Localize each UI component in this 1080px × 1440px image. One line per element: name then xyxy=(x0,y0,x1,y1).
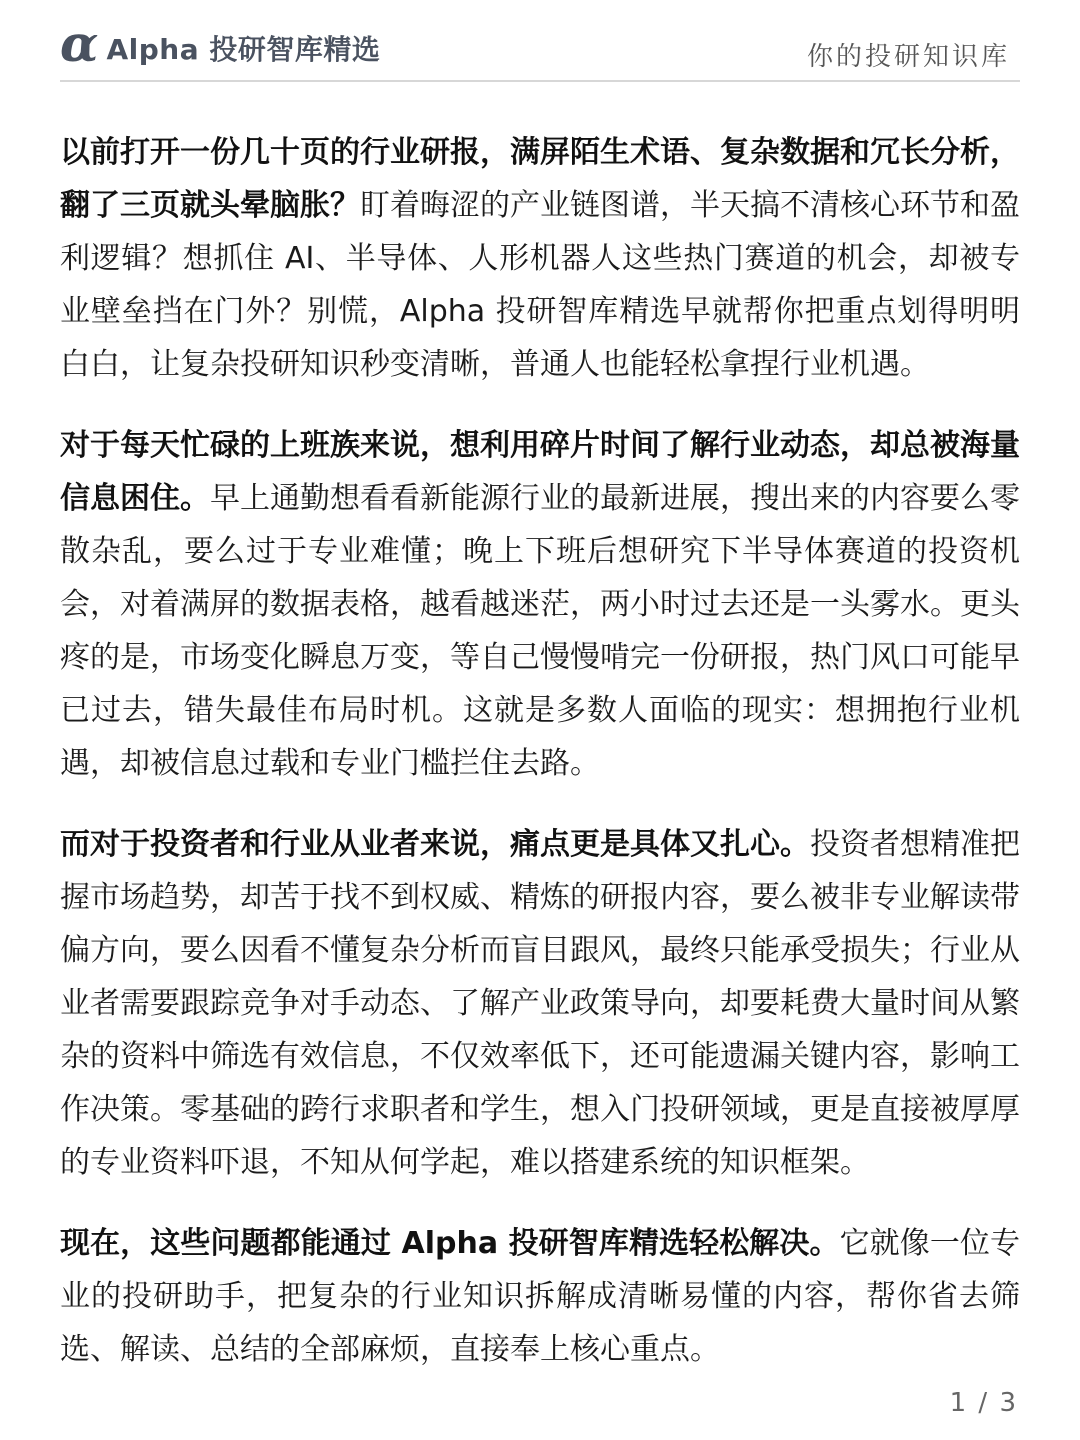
paragraph-2 xyxy=(60,419,1020,790)
paragraph-4 xyxy=(60,1217,1020,1376)
alpha-logo-icon: α xyxy=(60,14,99,73)
brand xyxy=(60,14,381,78)
paragraph-1-lead: 以前打开一份几十页的行业研报，满屏陌生术语、复杂数据和冗长分析，翻了三页就头晕脑胀？ xyxy=(60,135,1020,223)
paragraph-3-text: 投资者想精准把握市场趋势，却苦于找不到权威、精炼的研报内容，要么被非专业解读带偏方向，要么因看不懂复杂分析而盲目跟风，最终只能承受损失；行业从业者需要跟踪竞争对手动态、了解产业政策导向，却要耗费大量时间从繁杂的资料中筛选有效信息，不仅效率低下，还可能遗漏关键内容，影响工作决策。零基础的跨行求职者和学生，想入门投研领域，更是直接被厚厚的专业资料吓退，不知从何学起，难以搭建系统的知识框架。 xyxy=(60,827,1020,1180)
brand-name: Alpha 投研智库精选 xyxy=(106,33,381,66)
paragraph-3-lead: 而对于投资者和行业从业者来说，痛点更是具体又扎心。 xyxy=(60,827,810,862)
page-header xyxy=(60,14,1020,82)
paragraph-1-text: 盯着晦涩的产业链图谱，半天搞不清核心环节和盈利逻辑？想抓住 AI、半导体、人形机器人这些热门赛道的机会，却被专业壁垒挡在门外？别慌，Alpha 投研智库精选早就帮你把重点划得明明白白，让复杂投研知识秒变清晰，普通人也能轻松拿捏行业机遇。 xyxy=(60,188,1020,382)
page-indicator: 1 / 3 xyxy=(949,1388,1018,1418)
paragraph-3 xyxy=(60,818,1020,1189)
paragraph-2-lead: 对于每天忙碌的上班族来说，想利用碎片时间了解行业动态，却总被海量信息困住。 xyxy=(60,428,1020,516)
paragraph-1 xyxy=(60,126,1020,391)
tagline: 你的投研知识库 xyxy=(806,42,1010,72)
article-body xyxy=(60,126,1020,1404)
paragraph-2-text: 早上通勤想看看新能源行业的最新进展，搜出来的内容要么零散杂乱，要么过于专业难懂；晚上下班后想研究下半导体赛道的投资机会，对着满屏的数据表格，越看越迷茫，两小时过去还是一头雾水。更头疼的是，市场变化瞬息万变，等自己慢慢啃完一份研报，热门风口可能早已过去，错失最佳布局时机。这就是多数人面临的现实：想拥抱行业机遇，却被信息过载和专业门槛拦住去路。 xyxy=(60,481,1020,781)
paragraph-4-text: 它就像一位专业的投研助手，把复杂的行业知识拆解成清晰易懂的内容，帮你省去筛选、解读、总结的全部麻烦，直接奉上核心重点。 xyxy=(60,1226,1020,1367)
paragraph-4-lead: 现在，这些问题都能通过 Alpha 投研智库精选轻松解决。 xyxy=(60,1226,840,1261)
